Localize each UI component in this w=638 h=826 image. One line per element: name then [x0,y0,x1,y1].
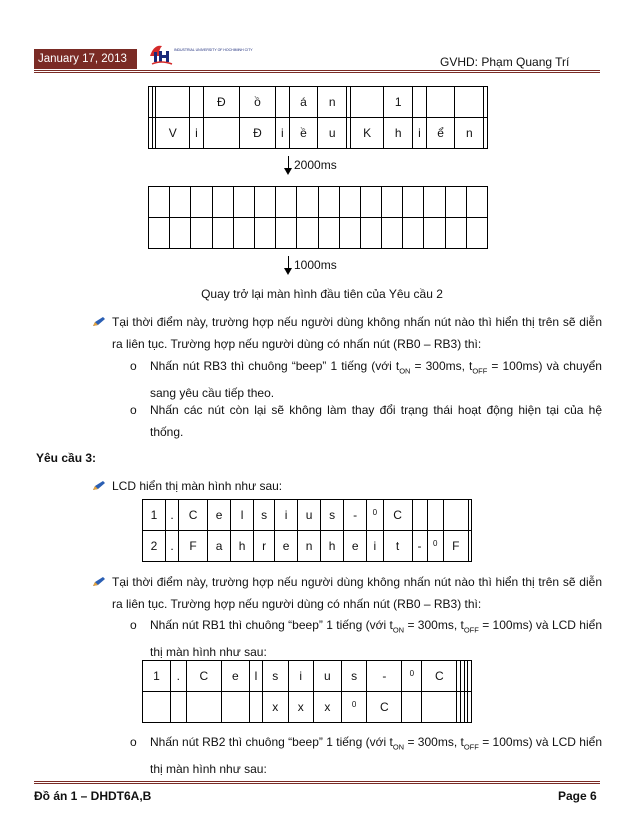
lcd-cell: á [289,87,318,118]
lcd-cell: a [208,531,231,562]
sub-item-rb2: Nhấn nút RB2 thì chuông “beep” 1 tiếng (với $t_{ON} = 300ms$, $t_{OFF} = 100ms$) và LCD hiển thị màn hình như sau: [150,735,602,777]
lcd-cell [191,187,212,218]
lcd-screen-project-title [148,86,488,149]
lcd-cell: ồ [239,87,275,118]
lcd-cell: n [298,531,321,562]
lcd-cell [276,187,297,218]
arrow-down-icon [284,168,292,175]
lcd-cell [427,531,443,562]
lcd-cell [403,187,424,218]
lcd-cell [190,87,204,118]
lcd-cell [468,500,471,531]
lcd-cell: s [321,500,344,531]
lcd-cell [170,218,191,249]
lcd-cell: 2 [143,531,166,562]
lcd-cell: u [298,500,321,531]
lcd-cell [402,692,422,723]
lcd-row [149,218,488,249]
lcd-cell [186,692,221,723]
lcd-cell [143,692,171,723]
lcd-row [149,87,488,118]
pencil-bullet-icon [92,576,106,587]
lcd-cell [426,87,455,118]
lcd-cell: i [190,118,204,149]
lcd-cell [212,187,233,218]
lcd-cell: e [275,531,298,562]
footer-page-number: Page 6 [558,789,597,803]
lcd-cell: n [455,118,484,149]
sub-bullet-marker: o [130,359,137,373]
lcd-cell: e [208,500,231,531]
sub-bullet-marker: o [130,735,137,749]
lcd-cell [445,218,466,249]
lcd-cell [249,692,262,723]
lcd-cell: 1 [384,87,413,118]
lcd-cell: Đ [239,118,275,149]
footer-course: Đồ án 1 – DHDT6A,B [34,789,152,803]
lcd-cell: s [263,661,288,692]
lcd-cell: t [383,531,412,562]
lcd-cell: . [170,661,186,692]
section-heading: Yêu cầu 3: [36,451,97,465]
degree-symbol: 0 [351,699,357,709]
lcd-cell: u [318,118,347,149]
lcd-screen-blank [148,186,488,249]
lcd-cell: F [179,531,208,562]
lcd-cell [424,187,445,218]
pencil-bullet-icon [92,316,106,327]
lcd-cell [412,500,427,531]
lcd-cell: i [275,118,289,149]
degree-symbol: 0 [432,538,438,548]
lcd-cell: h [384,118,413,149]
lcd-cell: n [318,87,347,118]
lcd-cell [445,187,466,218]
lcd-cell [382,218,403,249]
lcd-cell [276,218,297,249]
lcd-cell: 1 [143,661,171,692]
lcd-cell [156,87,190,118]
lcd-cell: s [254,500,275,531]
lcd-cell [422,692,457,723]
lcd-cell [149,187,170,218]
logo-text: INDUSTRIAL UNIVERSITY OF HOCHIMINH CITY [174,48,253,52]
lcd-cell [203,118,239,149]
lcd-cell [297,187,318,218]
lcd-cell [233,218,254,249]
lcd-cell [221,692,249,723]
lcd-cell: Đ [203,87,239,118]
lcd-cell: x [263,692,288,723]
lcd-cell: F [443,531,468,562]
lcd-cell [402,661,422,692]
degree-symbol: 0 [409,668,415,678]
lcd-cell: x [313,692,341,723]
lcd-cell [233,187,254,218]
lcd-cell [427,500,443,531]
lcd-cell [212,218,233,249]
lcd-cell: ể [426,118,455,149]
lcd-cell: e [344,531,367,562]
lcd-cell [339,187,360,218]
lcd-cell: i [367,531,383,562]
lcd-row [143,692,472,723]
lcd-screen-celsius [142,660,472,723]
footer-divider [34,781,600,784]
lcd-cell [466,218,487,249]
lcd-row [143,661,472,692]
lcd-row [143,500,472,531]
sub-bullet-marker: o [130,618,137,632]
arrow-down-icon [284,268,292,275]
lcd-cell [360,218,381,249]
lcd-screen-menu [142,499,472,562]
lcd-cell [318,187,339,218]
lcd-cell [254,218,275,249]
lcd-cell: u [313,661,341,692]
lcd-cell: e [221,661,249,692]
lcd-cell [191,218,212,249]
lcd-cell [350,87,384,118]
logo-mark-icon [148,42,174,68]
lcd-cell: s [341,661,366,692]
lcd-row [149,118,488,149]
lcd-cell: . [166,531,179,562]
lcd-cell [149,218,170,249]
lcd-row [149,187,488,218]
lcd-cell [413,87,427,118]
lcd-cell: C [179,500,208,531]
lcd-cell: - [344,500,367,531]
lcd-cell [466,187,487,218]
lcd-cell [367,500,383,531]
lcd-cell: i [413,118,427,149]
lcd-cell: r [254,531,275,562]
lcd-cell [254,187,275,218]
lcd-cell: C [383,500,412,531]
lcd-cell [468,531,471,562]
lcd-row [143,531,472,562]
lcd-cell [468,661,472,692]
lcd-cell: K [350,118,384,149]
lcd-cell: . [166,500,179,531]
lcd-cell: h [321,531,344,562]
delay-label: 2000ms [294,158,337,172]
sub-bullet-marker: o [130,403,137,417]
lcd-cell [170,692,186,723]
lcd-cell [339,218,360,249]
delay-label: 1000ms [294,258,337,272]
lcd-cell: x [288,692,313,723]
sub-item-rb1: Nhấn nút RB1 thì chuông “beep” 1 tiếng (với $t_{ON} = 300ms$, $t_{OFF} = 100ms$) và LCD hiển thị màn hình như sau: [150,618,602,660]
header-date: January 17, 2013 [34,49,137,69]
sub-item-rb3: Nhấn nút RB3 thì chuông “beep” 1 tiếng (với $t_{ON} = 300ms$, $t_{OFF} = 100ms$) và chuyển sang yêu cầu tiếp theo. [150,359,602,401]
lcd-cell: C [367,692,402,723]
lcd-cell: h [231,531,254,562]
lcd-cell [484,118,488,149]
lcd-cell: i [275,500,298,531]
lcd-cell [297,218,318,249]
lcd-cell [275,87,289,118]
lcd-cell [443,500,468,531]
lcd-cell: 1 [143,500,166,531]
paragraph: LCD hiển thị màn hình như sau: [112,479,283,493]
lcd-cell [382,187,403,218]
sub-item-other-buttons: Nhấn các nút còn lại sẽ không làm thay đổi trạng thái hoạt động hiện tại của hệ thống. [150,403,602,439]
lcd-cell [484,87,488,118]
lcd-cell: l [231,500,254,531]
lcd-cell [424,218,445,249]
lcd-cell: C [422,661,457,692]
lcd-cell: V [156,118,190,149]
lcd-cell [170,187,191,218]
lcd-cell: i [288,661,313,692]
lcd-cell: - [412,531,427,562]
lcd-cell: - [367,661,402,692]
lcd-cell [455,87,484,118]
paragraph: Tại thời điểm này, trường hợp nếu người dùng không nhấn nút nào thì hiển thị trên sẽ diễn ra liên tục. Trường hợp nếu người dùng có nhấn nút (RB0 – RB3) thì: [112,315,602,351]
lcd-cell: ề [289,118,318,149]
pencil-bullet-icon [92,480,106,491]
lcd-cell [318,218,339,249]
lcd-cell [403,218,424,249]
degree-symbol: 0 [372,507,378,517]
lcd-cell [360,187,381,218]
paragraph: Tại thời điểm này, trường hợp nếu người dùng không nhấn nút nào thì hiển thị trên sẽ diễn ra liên tục. Trường hợp nếu người dùng có nhấn nút (RB0 – RB3) thì: [112,575,602,611]
lcd-cell [468,692,472,723]
return-note-text: Quay trở lại màn hình đầu tiên của Yêu cầu 2 [201,287,443,301]
university-logo [148,42,253,70]
lcd-cell: C [186,661,221,692]
lcd-cell [341,692,366,723]
header-divider [34,70,600,73]
header-instructor: GVHD: Phạm Quang Trí [440,55,570,69]
return-note [0,287,638,301]
lcd-cell: l [249,661,262,692]
